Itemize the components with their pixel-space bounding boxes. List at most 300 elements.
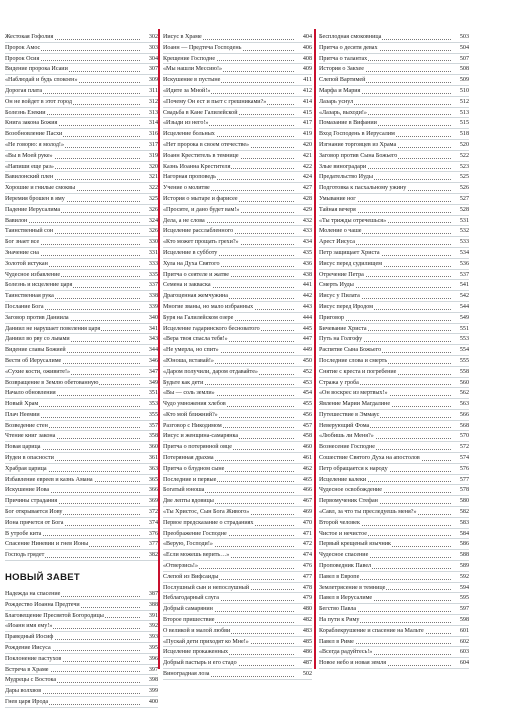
entry-page-number: 442	[302, 291, 312, 302]
index-entry	[163, 431, 312, 442]
entry-title: Господь грядет	[5, 550, 45, 561]
entry-title: «Напиши еще раз»	[5, 162, 55, 173]
entry-page-number: 598	[459, 615, 469, 626]
index-entry	[163, 388, 312, 399]
index-entry	[319, 86, 469, 97]
entry-title: Тайная вечеря	[319, 205, 357, 216]
entry-page-number: 349	[148, 378, 158, 389]
entry-page-number: 374	[148, 518, 158, 529]
index-entry	[5, 172, 158, 183]
entry-page-number: 335	[148, 270, 158, 281]
entry-page-number: 470	[302, 518, 312, 529]
entry-title: Слепой из Вифсаиды	[163, 572, 219, 583]
entry-title: Болезнь и исцеление царя	[5, 280, 73, 291]
entry-page-number: 563	[459, 399, 469, 410]
index-entry	[319, 345, 469, 356]
entry-title: «Вы в Моей руке»	[5, 151, 54, 162]
index-entry	[5, 248, 158, 259]
entry-page-number: 588	[459, 550, 469, 561]
entry-title: Казнь Иоанна Крестителя	[163, 162, 231, 173]
entry-page-number: 544	[459, 302, 469, 313]
entry-title: «Кто мой ближний?»	[163, 410, 219, 421]
entry-title: Распятие Сына Божьего	[319, 345, 382, 356]
entry-page-number: 433	[302, 226, 312, 237]
entry-title: Вести об Иерусалиме	[5, 356, 62, 367]
index-entry	[5, 86, 158, 97]
index-entry	[5, 97, 158, 108]
entry-title: «Сухие кости, оживите!»	[5, 367, 71, 378]
index-entry	[163, 248, 312, 259]
entry-page-number: 525	[459, 172, 469, 183]
entry-page-number: 422	[302, 162, 312, 173]
entry-title: «Если можешь верить…»	[163, 550, 230, 561]
entry-page-number: 322	[148, 183, 158, 194]
entry-page-number: 533	[459, 237, 469, 248]
index-entry	[5, 410, 158, 421]
entry-page-number: 568	[459, 421, 469, 432]
index-entry	[163, 86, 312, 97]
entry-title: Моление о чаше	[319, 226, 362, 237]
index-entry	[5, 388, 158, 399]
entry-page-number: 409	[302, 64, 312, 75]
index-entry	[5, 237, 158, 248]
entry-title: Пророк Осия	[5, 54, 40, 65]
index-entry	[5, 43, 158, 54]
index-entry	[5, 399, 158, 410]
index-entry	[5, 654, 158, 665]
entry-page-number: 453	[302, 378, 312, 389]
index-entry	[163, 324, 312, 335]
entry-page-number: 562	[459, 388, 469, 399]
entry-title: «Почему Он ест и пьет с грешниками?»	[163, 97, 267, 108]
entry-page-number: 319	[148, 151, 158, 162]
entry-page-number: 486	[302, 647, 312, 658]
entry-title: Исцеление больных	[163, 129, 216, 140]
section-heading: НОВЫЙ ЗАВЕТ	[5, 572, 80, 584]
entry-page-number: 589	[459, 561, 469, 572]
entry-title: «Вы — соль земли»	[163, 388, 216, 399]
index-entry	[5, 302, 158, 313]
entry-page-number: 340	[148, 313, 158, 324]
entry-title: «Всегда радуйтесь!»	[319, 647, 373, 658]
index-entry	[163, 32, 312, 43]
column-divider	[314, 29, 316, 669]
entry-page-number: 392	[148, 621, 158, 632]
entry-page-number: 582	[459, 507, 469, 518]
entry-page-number: 457	[302, 421, 312, 432]
entry-title: Неверующий Фома	[319, 421, 370, 432]
index-entry	[163, 399, 312, 410]
entry-page-number: 435	[302, 248, 312, 259]
entry-page-number: 455	[302, 399, 312, 410]
index-entry	[163, 118, 312, 129]
index-entry	[319, 583, 469, 594]
entry-page-number: 406	[302, 43, 312, 54]
entry-title: Иисус перед судилищем	[319, 259, 383, 270]
entry-page-number: 478	[302, 583, 312, 594]
entry-page-number: 324	[148, 216, 158, 227]
entry-title: Буря на Галилейском озере	[163, 313, 234, 324]
entry-page-number: 398	[148, 675, 158, 686]
index-column-2	[163, 32, 312, 680]
entry-title: Новый Храм	[5, 399, 39, 410]
entry-title: Возведение стен	[5, 421, 49, 432]
index-entry	[319, 183, 469, 194]
entry-title: Кораблекрушение и спасение на Мальте	[319, 626, 425, 637]
entry-title: Иоанн Креститель в темнице	[163, 151, 240, 162]
index-entry	[319, 43, 469, 54]
entry-page-number: 412	[302, 86, 312, 97]
entry-title: Бичевание Христа	[319, 324, 368, 335]
entry-page-number: 553	[459, 334, 469, 345]
index-entry	[319, 572, 469, 583]
index-entry	[319, 518, 469, 529]
entry-page-number: 570	[459, 431, 469, 442]
entry-title: «Юноша, вставай!»	[163, 356, 215, 367]
index-entry	[319, 140, 469, 151]
index-entry	[5, 345, 158, 356]
entry-title: Марфа и Мария	[319, 86, 361, 97]
entry-title: Многие званы, но мало избранных	[163, 302, 254, 313]
entry-page-number: 434	[302, 237, 312, 248]
entry-page-number: 303	[148, 43, 158, 54]
index-entry	[5, 600, 158, 611]
entry-title: Бог открывается Иову	[5, 507, 63, 518]
entry-title: Павел в Риме	[319, 637, 355, 648]
index-entry	[319, 431, 469, 442]
index-entry	[163, 593, 312, 604]
entry-title: Слепой Вартимей	[319, 75, 366, 86]
entry-page-number: 312	[148, 97, 158, 108]
entry-title: Видение пророка Исаии	[5, 64, 69, 75]
entry-page-number: 387	[148, 589, 158, 600]
index-entry	[319, 280, 469, 291]
entry-title: Даниил во рву со львами	[5, 334, 71, 345]
entry-title: Стража у гроба	[319, 378, 360, 389]
entry-title: Мудрецы с Востока	[5, 675, 57, 686]
entry-page-number: 316	[148, 129, 158, 140]
entry-title: «Савл, за что ты преследуешь меня?»	[319, 507, 418, 518]
entry-title: Сошествие Святого Духа на апостолов	[319, 453, 421, 464]
index-entry	[163, 183, 312, 194]
entry-title: «Любишь ли Меня?»	[319, 431, 375, 442]
entry-page-number: 487	[302, 658, 312, 669]
index-entry	[319, 118, 469, 129]
entry-title: Бог знает все	[5, 237, 40, 248]
index-entry	[163, 237, 312, 248]
index-entry	[163, 345, 312, 356]
index-entry	[319, 475, 469, 486]
entry-page-number: 551	[459, 324, 469, 335]
entry-page-number: 522	[459, 151, 469, 162]
index-entry	[5, 518, 158, 529]
index-entry	[319, 442, 469, 453]
index-entry	[319, 194, 469, 205]
entry-page-number: 408	[302, 54, 312, 65]
index-entry	[163, 151, 312, 162]
entry-title: Чтение книг закона	[5, 431, 56, 442]
index-entry	[5, 485, 158, 496]
entry-title: Искушение Иова	[5, 485, 50, 496]
index-entry	[5, 507, 158, 518]
entry-page-number: 330	[148, 237, 158, 248]
entry-title: Свадьба в Кане Галилейской	[163, 108, 238, 119]
entry-page-number: 388	[148, 600, 158, 611]
entry-page-number: 461	[302, 453, 312, 464]
entry-page-number: 504	[459, 43, 469, 54]
entry-title: «Идите за Мной!»	[163, 86, 211, 97]
entry-page-number: 536	[459, 259, 469, 270]
entry-title: Бесплодная смоковница	[319, 32, 382, 43]
entry-title: Исцеление калеки	[319, 475, 367, 486]
index-entry	[163, 280, 312, 291]
entry-title: «Ты Христос, Сын Бога Живого»	[163, 507, 250, 518]
index-entry	[5, 475, 158, 486]
index-entry	[5, 140, 158, 151]
entry-title: Исцеление прокаженных	[163, 647, 229, 658]
index-entry	[319, 550, 469, 561]
entry-title: Чудесное избавление	[5, 270, 61, 281]
entry-page-number: 485	[302, 637, 312, 648]
entry-title: Хула на Духа Святого	[163, 259, 221, 270]
entry-page-number: 549	[459, 313, 469, 324]
index-entry	[5, 194, 158, 205]
entry-title: Изгнание торговцев из Храма	[319, 140, 397, 151]
index-entry	[5, 621, 158, 632]
index-entry	[319, 453, 469, 464]
index-entry	[5, 665, 158, 676]
entry-title: Золотой истукан	[5, 259, 49, 270]
index-entry	[319, 485, 469, 496]
index-entry	[163, 410, 312, 421]
index-entry	[319, 97, 469, 108]
entry-title: Предательство Иуды	[319, 172, 374, 183]
entry-page-number: 415	[302, 108, 312, 119]
index-entry	[319, 54, 469, 65]
entry-page-number: 601	[459, 626, 469, 637]
entry-page-number: 460	[302, 442, 312, 453]
index-entry	[163, 647, 312, 658]
entry-page-number: 513	[459, 108, 469, 119]
index-entry	[5, 291, 158, 302]
index-entry	[5, 226, 158, 237]
index-entry	[163, 162, 312, 173]
index-entry	[163, 529, 312, 540]
entry-title: Явление Марии Магдалине	[319, 399, 391, 410]
entry-title: Искушение в пустыне	[163, 75, 221, 86]
entry-page-number: 472	[302, 539, 312, 550]
entry-title: Неблагодарный слуга	[163, 593, 220, 604]
index-entry	[163, 658, 312, 669]
entry-title: Иисус и женщина-самарянка	[163, 431, 239, 442]
entry-title: «Не умерла, но спит»	[163, 345, 220, 356]
entry-page-number: 445	[302, 324, 312, 335]
index-entry	[163, 421, 312, 432]
entry-page-number: 346	[148, 356, 158, 367]
entry-page-number: 421	[302, 151, 312, 162]
index-entry	[5, 453, 158, 464]
entry-title: Плач Неемии	[5, 410, 41, 421]
entry-title: Даниил не нарушает повеления царя	[5, 324, 101, 335]
index-entry	[319, 324, 469, 335]
entry-page-number: 419	[302, 129, 312, 140]
index-entry	[163, 475, 312, 486]
entry-title: Чудесное освобождение	[319, 485, 383, 496]
entry-title: Путь на Голгофу	[319, 334, 363, 345]
entry-page-number: 333	[148, 259, 158, 270]
index-entry	[5, 632, 158, 643]
index-entry	[5, 313, 158, 324]
index-entry	[319, 259, 469, 270]
entry-page-number: 479	[302, 593, 312, 604]
index-entry	[163, 216, 312, 227]
index-entry	[163, 615, 312, 626]
index-entry	[319, 388, 469, 399]
index-entry	[5, 216, 158, 227]
entry-page-number: 321	[148, 172, 158, 183]
index-entry	[163, 464, 312, 475]
entry-title: Добрый самарянин	[163, 604, 214, 615]
entry-title: Злые виноградари	[319, 162, 367, 173]
entry-page-number: 474	[302, 550, 312, 561]
index-entry	[163, 140, 312, 151]
index-entry	[163, 507, 312, 518]
entry-page-number: 357	[148, 421, 158, 432]
entry-title: Отречение Петра	[319, 270, 365, 281]
index-entry	[163, 453, 312, 464]
index-entry	[5, 129, 158, 140]
entry-page-number: 515	[459, 118, 469, 129]
index-entry	[319, 172, 469, 183]
entry-title: Второе пришествие	[163, 615, 215, 626]
entry-page-number: 366	[148, 485, 158, 496]
entry-title: Учение о молитве	[163, 183, 211, 194]
index-entry	[319, 658, 469, 669]
entry-page-number: 343	[148, 334, 158, 345]
entry-title: Нагорная проповедь	[163, 172, 217, 183]
index-entry	[319, 334, 469, 345]
index-entry	[163, 129, 312, 140]
entry-page-number: 441	[302, 280, 312, 291]
index-entry	[163, 75, 312, 86]
entry-page-number: 307	[148, 64, 158, 75]
entry-title: Разговор с Никодимом	[163, 421, 223, 432]
entry-title: Исцеление гадаринского бесноватого	[163, 324, 261, 335]
entry-title: Будьте как дети	[163, 378, 204, 389]
index-entry	[319, 108, 469, 119]
index-entry	[319, 75, 469, 86]
index-entry	[319, 248, 469, 259]
index-entry	[319, 637, 469, 648]
entry-title: Петр обращается к народу	[319, 464, 389, 475]
entry-page-number: 471	[302, 529, 312, 540]
entry-page-number: 566	[459, 410, 469, 421]
index-entry	[319, 593, 469, 604]
entry-page-number: 331	[148, 248, 158, 259]
entry-page-number: 337	[148, 280, 158, 291]
entry-title: Поклонение пастухов	[5, 654, 62, 665]
index-entry	[163, 194, 312, 205]
entry-page-number: 580	[459, 496, 469, 507]
entry-title: Возвращение в Землю обетованную	[5, 378, 99, 389]
entry-title: Дары волхвов	[5, 686, 42, 697]
index-entry	[319, 226, 469, 237]
index-entry	[163, 172, 312, 183]
entry-page-number: 537	[459, 270, 469, 281]
entry-title: Петр защищает Христа	[319, 248, 381, 259]
entry-page-number: 454	[302, 388, 312, 399]
entry-page-number: 507	[459, 54, 469, 65]
index-entry	[5, 431, 158, 442]
entry-title: Чудо умножения хлебов	[163, 399, 227, 410]
entry-title: На пути к Риму	[319, 615, 360, 626]
index-entry	[163, 669, 312, 680]
entry-page-number: 603	[459, 647, 469, 658]
entry-title: Дорогая плата	[5, 86, 43, 97]
index-entry	[163, 108, 312, 119]
entry-title: Пророк Амос	[5, 43, 41, 54]
index-entry	[5, 334, 158, 345]
entry-page-number: 523	[459, 162, 469, 173]
entry-page-number: 341	[148, 324, 158, 335]
entry-page-number: 462	[302, 464, 312, 475]
index-entry	[319, 464, 469, 475]
entry-title: Две лепты вдовицы	[163, 496, 215, 507]
index-entry	[5, 108, 158, 119]
index-column-1	[5, 32, 158, 708]
entry-title: «Мы нашли Мессию!»	[163, 64, 223, 75]
entry-page-number: 313	[148, 108, 158, 119]
index-entry	[319, 162, 469, 173]
index-entry	[163, 302, 312, 313]
entry-title: Хорошие и гнилые смоквы	[5, 183, 76, 194]
index-entry	[319, 356, 469, 367]
entry-title: Начало обновления	[5, 388, 57, 399]
entry-title: «Кто может прощать грехи?»	[163, 237, 240, 248]
index-entry	[163, 583, 312, 594]
entry-title: О великой и малой любви	[163, 626, 231, 637]
entry-title: Помазание в Вифании	[319, 118, 378, 129]
index-entry	[163, 43, 312, 54]
entry-title: «Даром получили, даром отдавайте»	[163, 367, 259, 378]
entry-page-number: 351	[148, 388, 158, 399]
index-column-3	[319, 32, 469, 669]
entry-title: «Верую, Господи!»	[163, 539, 214, 550]
entry-page-number: 393	[148, 632, 158, 643]
entry-page-number: 325	[148, 194, 158, 205]
index-entry	[319, 604, 469, 615]
entry-page-number: 531	[459, 216, 469, 227]
entry-page-number: 604	[459, 658, 469, 669]
index-entry	[319, 421, 469, 432]
index-entry	[163, 626, 312, 637]
entry-page-number: 534	[459, 248, 469, 259]
entry-title: Проповедник Павел	[319, 561, 372, 572]
entry-title: Исцеление в субботу	[163, 248, 218, 259]
entry-page-number: 438	[302, 270, 312, 281]
entry-page-number: 427	[302, 183, 312, 194]
entry-page-number: 311	[148, 86, 158, 97]
entry-title: Крещение Господне	[163, 54, 216, 65]
entry-title: Иеремия брошен в яму	[5, 194, 66, 205]
index-entry	[319, 626, 469, 637]
entry-title: Болезнь Езекии	[5, 108, 47, 119]
entry-title: Последние и первые	[163, 475, 217, 486]
entry-page-number: 404	[302, 32, 312, 43]
entry-page-number: 532	[459, 226, 469, 237]
entry-page-number: 436	[302, 259, 312, 270]
entry-title: «Не говорю: я молод!»	[5, 140, 65, 151]
